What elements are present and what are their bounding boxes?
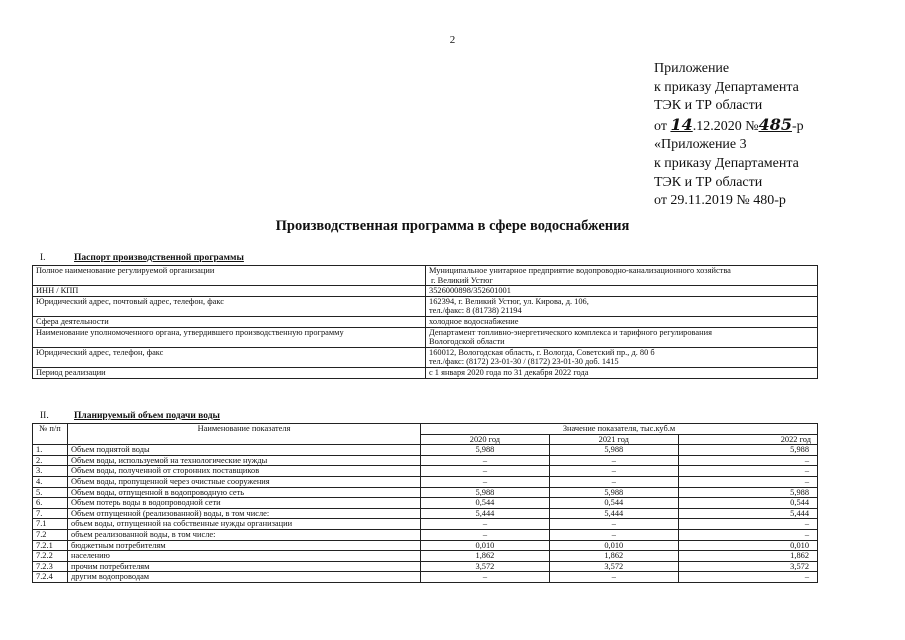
row-value: 5,988 [421,487,550,498]
row-number: 7.2.2 [33,551,68,562]
passport-value-line: с 1 января 2020 года по 31 декабря 2022 года [429,367,589,377]
passport-value-line: тел./факс: 8 (81738) 21194 [429,306,522,316]
row-value: – [421,529,550,540]
table-row [33,561,818,572]
passport-value-line: Вологодской области [429,337,505,347]
row-indicator-name: Объем поднятой воды [68,445,421,456]
water-volume-table [32,423,818,583]
row-value: – [421,572,550,583]
row-value: 3,572 [421,561,550,572]
appendix-line: «Приложение 3 [654,137,747,153]
row-indicator-name: Объем потерь воды в водопроводной сети [68,498,421,509]
row-value: 1,862 [678,551,817,562]
table-row [33,572,818,583]
row-indicator-name: объем реализованной воды, в том числе: [68,529,421,540]
row-value: – [678,572,817,583]
passport-label: Наименование уполномоченного органа, утвердившего производственную программу [33,327,426,347]
row-indicator-name: прочим потребителям [68,561,421,572]
passport-row [33,286,818,297]
passport-value [426,367,818,378]
row-value: – [678,466,817,477]
passport-value-line: Департамент топливно-энергетического комплекса и тарифного регулирования [429,327,712,337]
row-indicator-name: Объем воды, пропущенной через очистные сооружения [68,476,421,487]
passport-value [426,266,818,286]
row-value: 0,544 [421,498,550,509]
row-number: 3. [33,466,68,477]
passport-value [426,347,818,367]
row-value: 0,010 [678,540,817,551]
passport-label: Полное наименование регулируемой организации [33,266,426,286]
table-row [33,476,818,487]
table-row [33,508,818,519]
table-row [33,455,818,466]
passport-row [33,296,818,316]
row-value: 5,444 [678,508,817,519]
passport-label: Юридический адрес, почтовый адрес, телефон, факс [33,296,426,316]
row-value: – [421,519,550,530]
row-value: – [421,455,550,466]
passport-row [33,327,818,347]
row-value: – [549,529,678,540]
row-number: 7.2.3 [33,561,68,572]
row-number: 4. [33,476,68,487]
passport-value-line: тел./факс: (8172) 23-01-30 / (8172) 23-01-30 доб. 1415 [429,357,619,367]
passport-value-line: г. Великий Устюг [431,275,493,285]
appendix-line: к приказу Департамента [654,79,799,95]
row-indicator-name: Объем воды, полученной от сторонних поставщиков [68,466,421,477]
row-indicator-name: Объем воды, используемой на технологические нужды [68,455,421,466]
table-row [33,445,818,456]
passport-value-line: холодное водоснабжение [429,316,519,326]
row-value: 0,010 [421,540,550,551]
passport-value [426,327,818,347]
appendix-block [654,60,899,211]
row-number: 7.2.1 [33,540,68,551]
row-number: 1. [33,445,68,456]
passport-value-line: 162394, г. Великий Устюг, ул. Кирова, д. 106, [429,296,589,306]
passport-label: Юридический адрес, телефон, факс [33,347,426,367]
row-indicator-name: Объем воды, отпущенной в водопроводную сеть [68,487,421,498]
row-value: – [549,455,678,466]
handwritten-order-number: 485 [758,114,792,134]
passport-row [33,367,818,378]
table-row [33,466,818,477]
appendix-order-date: от 14.12.2020 №485-р [654,114,804,134]
table-row [33,519,818,530]
col-header-value: Значение показателя, тыс.куб.м [421,424,818,435]
row-value: 3,572 [678,561,817,572]
row-value: 5,444 [421,508,550,519]
page-number: 2 [449,34,456,46]
row-value: – [549,466,678,477]
col-header-year: 2020 год [421,434,550,445]
row-value: 0,010 [549,540,678,551]
row-indicator-name: населению [68,551,421,562]
row-number: 6. [33,498,68,509]
row-indicator-name: Объем отпущенной (реализованной) воды, в том числе: [68,508,421,519]
passport-value [426,286,818,297]
row-number: 5. [33,487,68,498]
passport-label: Период реализации [33,367,426,378]
row-number: 7.2.4 [33,572,68,583]
row-value: 0,544 [678,498,817,509]
row-value: 5,988 [678,445,817,456]
passport-label: ИНН / КПП [33,286,426,297]
passport-label: Сфера деятельности [33,316,426,327]
row-value: 5,988 [678,487,817,498]
row-value: 1,862 [421,551,550,562]
col-header-year: 2022 год [678,434,817,445]
row-value: 0,544 [549,498,678,509]
passport-value [426,296,818,316]
passport-row [33,316,818,327]
row-value: – [549,519,678,530]
appendix-line: ТЭК и ТР области [654,174,763,190]
section-2-title: II. Планируемый объем подачи воды [40,411,220,421]
section-1-title: I. Паспорт производственной программы [40,253,244,263]
appendix-line: ТЭК и ТР области [654,98,763,114]
col-header-no: № п/п [33,424,68,445]
row-indicator-name: другим водопроводам [68,572,421,583]
table-row [33,498,818,509]
table-row [33,487,818,498]
row-indicator-name: объем воды, отпущенной на собственные нужды организации [68,519,421,530]
row-value: 1,862 [549,551,678,562]
table-row [33,540,818,551]
row-number: 2. [33,455,68,466]
row-value: – [421,466,550,477]
handwritten-day: 14 [670,114,693,134]
document-title: Производственная программа в сфере водоснабжения [275,218,630,234]
row-value: – [678,455,817,466]
row-indicator-name: бюджетным потребителям [68,540,421,551]
row-value: 5,988 [549,487,678,498]
passport-value [426,316,818,327]
passport-value-line: 160012, Вологодская область, г. Вологда, Советский пр., д. 80 б [429,347,655,357]
row-value: 5,988 [421,445,550,456]
row-value: – [549,572,678,583]
row-value: – [678,529,817,540]
row-value: 5,444 [549,508,678,519]
row-value: – [678,476,817,487]
row-value: – [549,476,678,487]
row-number: 7. [33,508,68,519]
row-value: 3,572 [549,561,678,572]
row-value: 5,988 [549,445,678,456]
passport-value-line: Муниципальное унитарное предприятие водопроводно-канализационного хозяйства [429,266,731,275]
passport-row [33,266,818,286]
col-header-year: 2021 год [549,434,678,445]
appendix-line: от 29.11.2019 № 480-р [654,193,786,209]
appendix-line: к приказу Департамента [654,155,799,171]
table-row [33,529,818,540]
appendix-line: Приложение [654,61,730,76]
passport-table [32,265,818,379]
row-number: 7.2 [33,529,68,540]
row-number: 7.1 [33,519,68,530]
row-value: – [678,519,817,530]
col-header-name: Наименование показателя [68,424,421,445]
table-row [33,551,818,562]
passport-value-line: 3526000898/352601001 [429,286,511,296]
passport-row [33,347,818,367]
row-value: – [421,476,550,487]
